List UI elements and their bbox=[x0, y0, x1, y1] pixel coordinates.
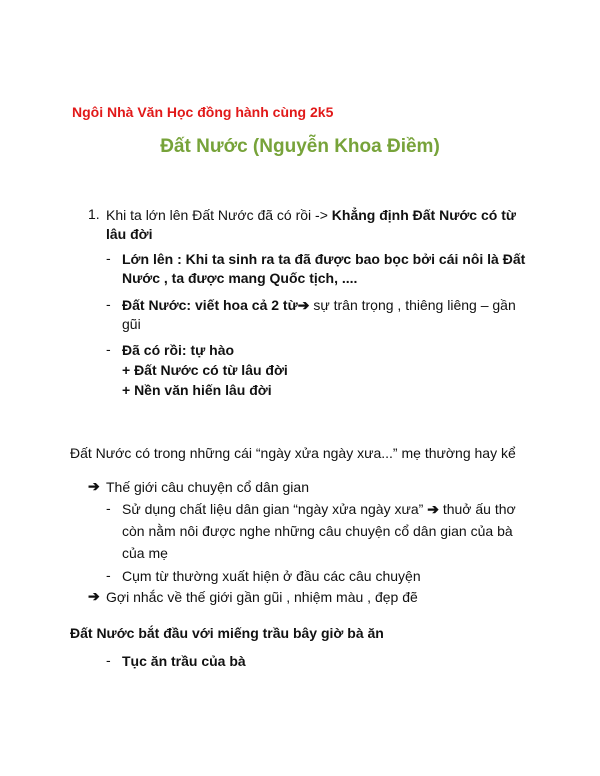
bullet3-line2: + Đất Nước có từ lâu đời bbox=[122, 362, 288, 378]
bullet-dash: - bbox=[106, 567, 111, 583]
intro-bold-continuation: lâu đời bbox=[106, 226, 153, 242]
intro-plain-text: Khi ta lớn lên Đất Nước đã có rồi -> bbox=[106, 207, 332, 223]
bullet-dash: - bbox=[106, 250, 111, 266]
bullet3-line3: + Nền văn hiến lâu đời bbox=[122, 382, 272, 398]
arrow-icon: ➔ bbox=[297, 297, 310, 313]
arrow-icon: ➔ bbox=[427, 501, 439, 517]
arrow-icon: ➔ bbox=[88, 478, 100, 494]
bullet2-line2: gũi bbox=[122, 316, 141, 332]
section2-dash1-line3: của mẹ bbox=[122, 545, 168, 561]
section2-arrow2-text: Gợi nhắc về thế giới gần gũi , nhiệm màu , đẹp đẽ bbox=[106, 589, 418, 605]
bullet-dash: - bbox=[106, 341, 111, 357]
section2-dash1-line2: còn nằm nôi được nghe những câu chuyện cổ dân gian của bà bbox=[122, 523, 513, 539]
document-title: Đất Nước (Nguyễn Khoa Điềm) bbox=[160, 136, 440, 157]
section2-dash1-line1 bbox=[122, 500, 516, 518]
dash1-pre: Sử dụng chất liệu dân gian “ngày xửa ngày xưa” bbox=[122, 501, 428, 517]
dash1-post: thuở ấu thơ bbox=[438, 501, 516, 517]
section3-dash1: Tục ăn trầu của bà bbox=[122, 653, 246, 669]
intro-bold-text: Khẳng định Đất Nước có từ bbox=[331, 207, 517, 223]
section2-heading: Đất Nước có trong những cái “ngày xửa ngày xưa...” mẹ thường hay kể bbox=[70, 445, 516, 461]
bullet1-line1: Lớn lên : Khi ta sinh ra ta đã được bao bọc bởi cái nôi là Đất bbox=[122, 251, 526, 267]
bullet-dash: - bbox=[106, 652, 111, 668]
bullet2-post: sự trân trọng , thiêng liêng – gần bbox=[309, 297, 516, 313]
bullet-dash: - bbox=[106, 296, 111, 312]
bullet2-line1 bbox=[122, 296, 516, 314]
section3-heading: Đất Nước bắt đầu với miếng trầu bây giờ bà ăn bbox=[70, 625, 384, 641]
bullet2-pre: Đất Nước: viết hoa cả 2 từ bbox=[122, 297, 298, 313]
brand-header: Ngôi Nhà Văn Học đồng hành cùng 2k5 bbox=[72, 104, 334, 120]
arrow-icon: ➔ bbox=[88, 588, 100, 604]
list-number: 1. bbox=[88, 206, 100, 222]
section2-dash2: Cụm từ thường xuất hiện ở đầu các câu chuyện bbox=[122, 568, 421, 584]
section2-arrow1-text: Thế giới câu chuyện cổ dân gian bbox=[106, 479, 309, 495]
section1-intro bbox=[106, 206, 516, 224]
bullet3-line1: Đã có rồi: tự hào bbox=[122, 342, 235, 358]
bullet1-line2: Nước , ta được mang Quốc tịch, .... bbox=[122, 270, 358, 286]
bullet-dash: - bbox=[106, 500, 111, 516]
